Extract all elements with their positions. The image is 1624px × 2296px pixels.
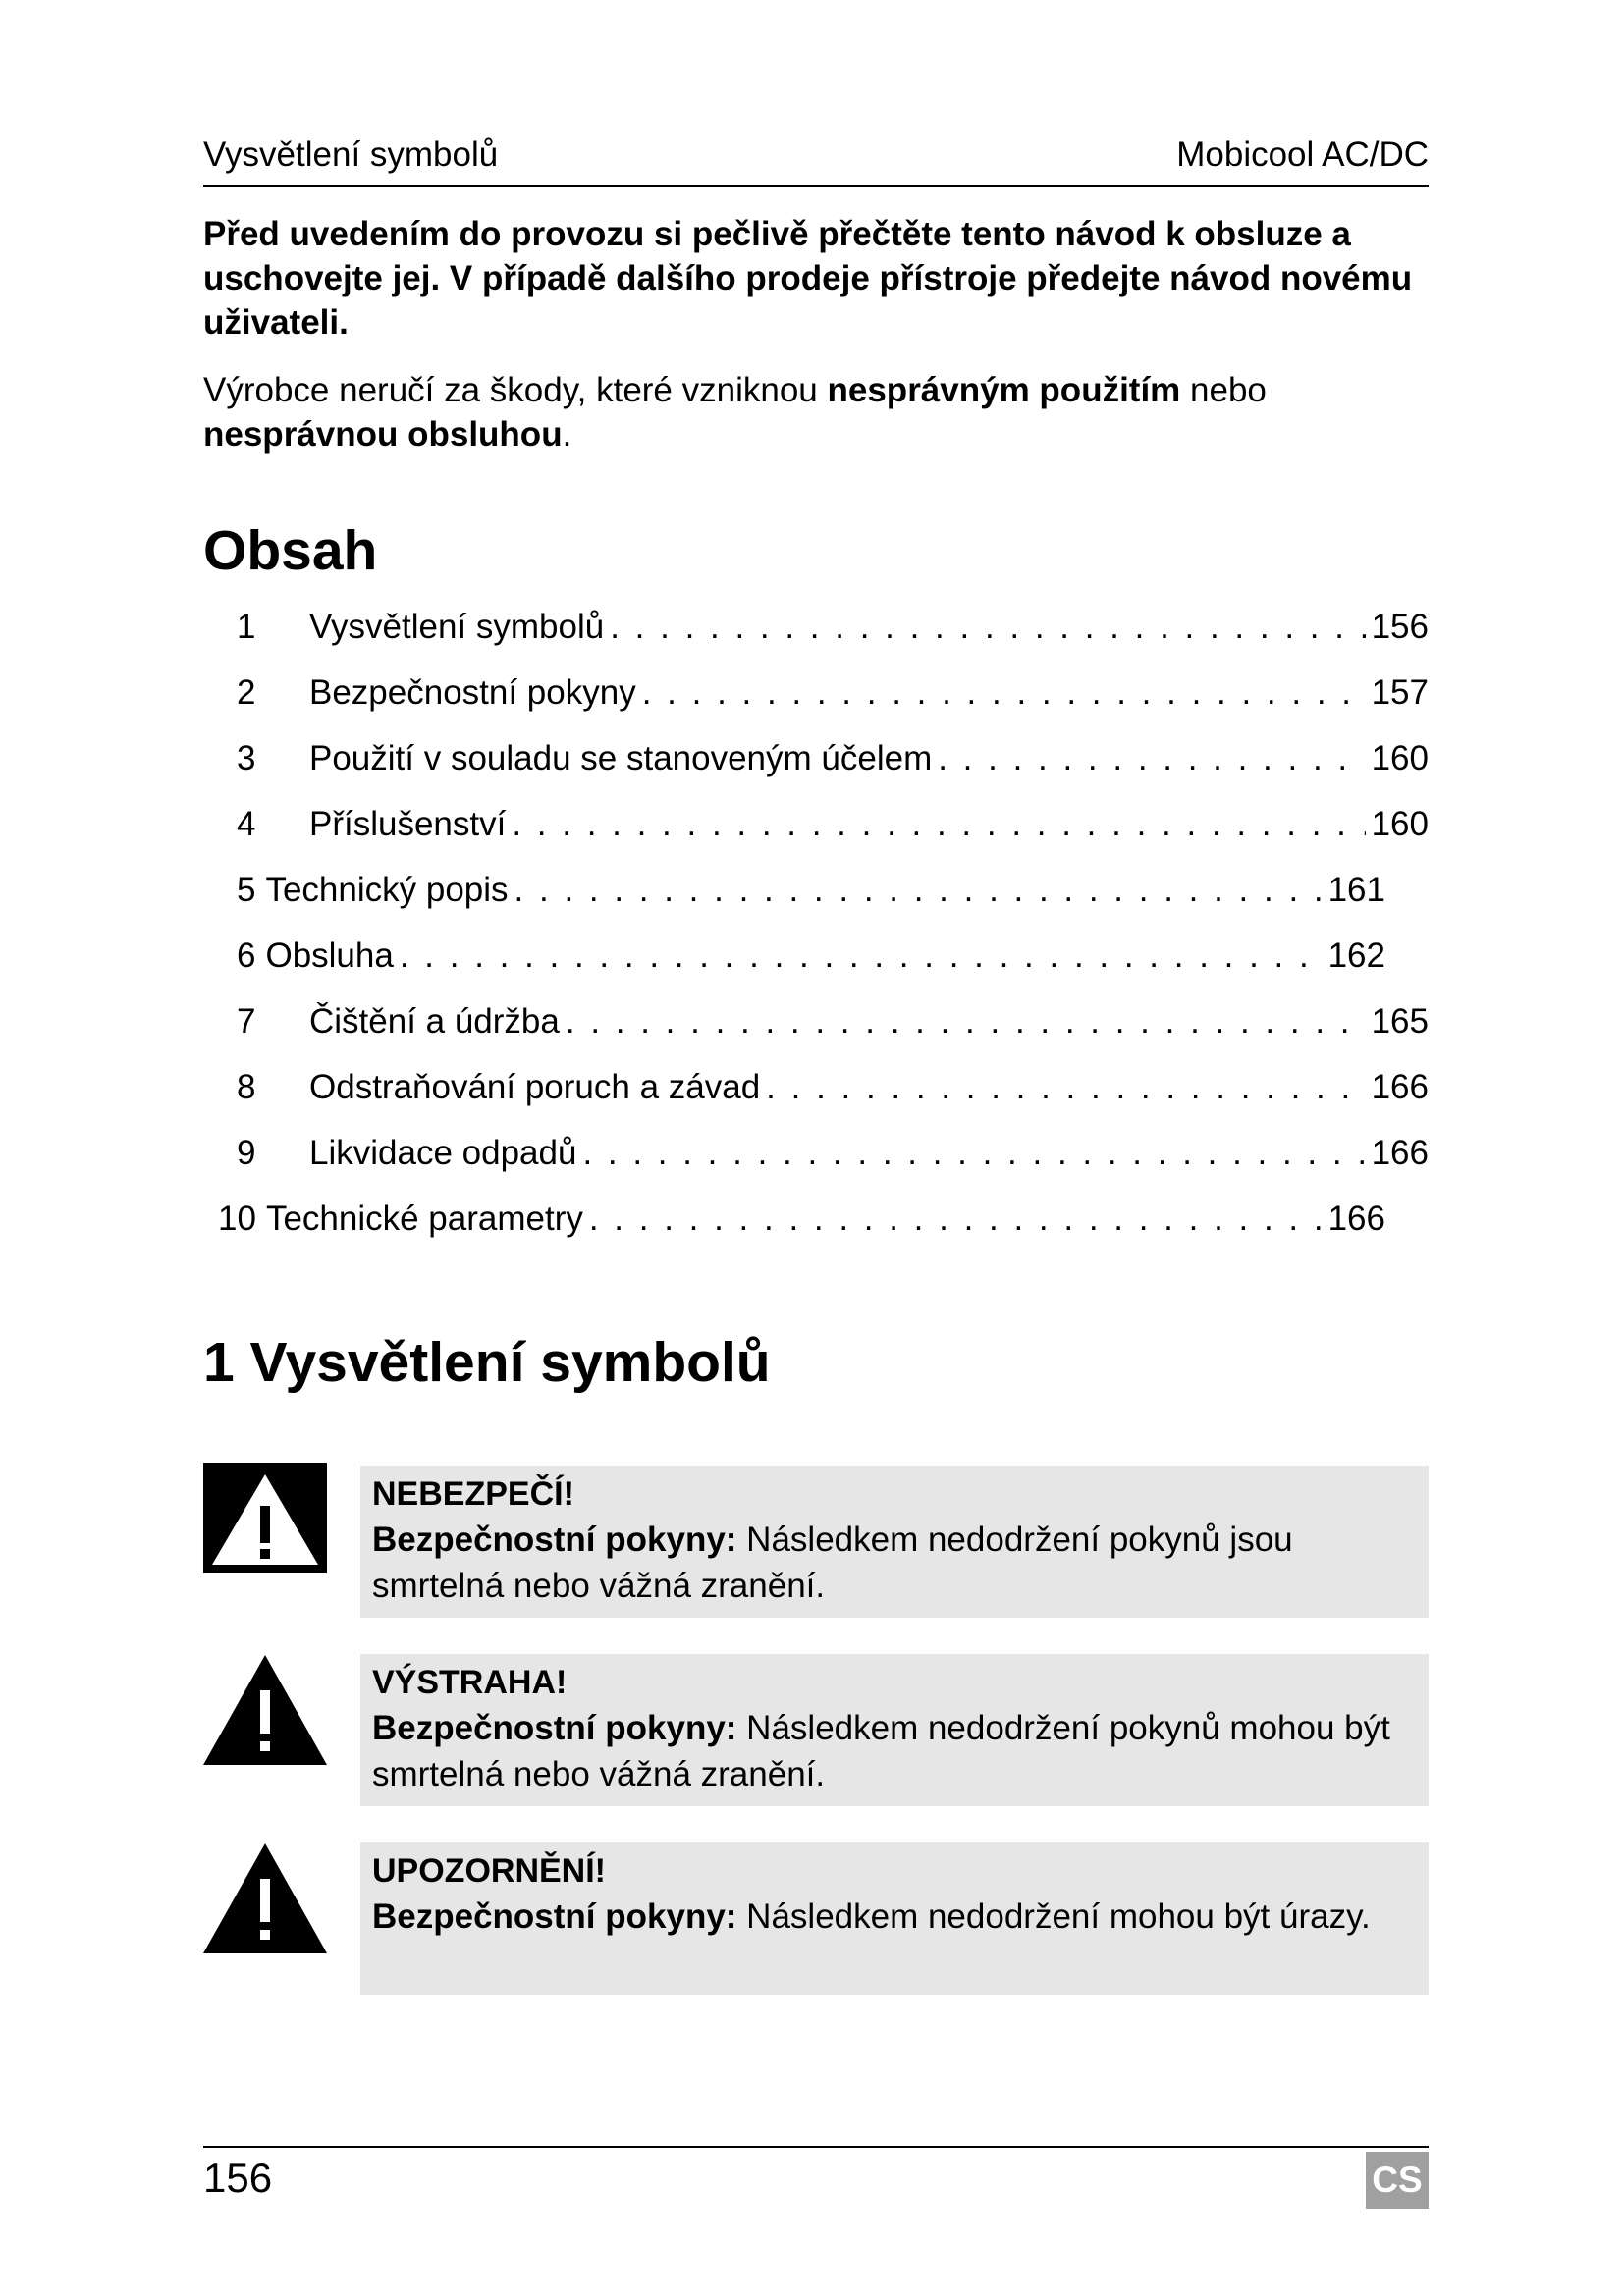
toc-entry-title: Likvidace odpadů [309,1134,577,1172]
liability-text-a: Výrobce neručí za škody, které vzniknou [203,371,828,409]
notice-title: NEBEZPEČÍ! [372,1475,574,1513]
notice-warning [360,1654,1429,1806]
footer-divider [203,2146,1429,2148]
page-number: 156 [203,2155,273,2201]
toc-entry-number: 1 [237,608,256,646]
toc-entry-page: 160 [1371,805,1429,843]
danger-warning-icon [203,1463,327,1573]
language-badge: CS [1366,2152,1429,2209]
toc-entry-title: Bezpečnostní pokyny [309,673,636,712]
toc-entry-title: Čištění a údržba [309,1002,560,1041]
toc-heading: Obsah [203,519,378,582]
toc-leader-dots [400,936,1323,976]
toc-entry[interactable] [237,936,1385,980]
toc-entry-number: 8 [237,1068,256,1106]
toc-entry[interactable] [237,673,1429,717]
notice-body [372,1517,1413,1609]
toc-entry-title: Odstraňování poruch a závad [309,1068,761,1106]
toc-entry-title: Technický popis [265,871,509,909]
toc-entry[interactable] [237,1068,1429,1111]
toc-entry-number: 2 [237,673,256,712]
toc-leader-dots [938,739,1365,778]
header-section-title: Vysvětlení symbolů [203,135,499,174]
toc-leader-dots [514,871,1323,910]
toc-entry[interactable] [218,1200,1385,1243]
toc-leader-dots [642,673,1366,713]
toc-leader-dots [766,1068,1365,1107]
toc-entry[interactable] [237,739,1429,782]
toc-leader-dots [582,1134,1365,1173]
toc-entry-page: 166 [1327,1200,1385,1238]
toc-entry-page: 166 [1371,1134,1429,1172]
toc-entry-number: 7 [237,1002,256,1041]
intro-warning-text: Před uvedením do provozu si pečlivě přečtěte tento návod k obsluze a uschovejte jej. V případě dalšího prodeje přístroje předejte návod novému uživateli. [203,215,1413,342]
toc-leader-dots [610,608,1365,647]
toc-entry-title: Technické parametry [265,1200,583,1238]
toc-entry-page: 165 [1371,1002,1429,1041]
notice-text: Následkem nedodržení pokynů mohou být smrtelná nebo vážná zranění. [372,1709,1390,1793]
notice-body [372,1705,1413,1797]
toc-entry-page: 156 [1371,608,1429,646]
notice-text: Následkem nedodržení mohou být úrazy. [736,1897,1371,1936]
toc-entry-title: Vysvětlení symbolů [309,608,605,646]
notice-label: Bezpečnostní pokyny: [372,1709,737,1747]
warning-icon [203,1655,327,1765]
notice-text: Následkem nedodržení pokynů jsou smrtelná nebo vážná zranění. [372,1521,1293,1605]
toc-entry[interactable] [237,608,1429,651]
notice-label: Bezpečnostní pokyny: [372,1521,737,1559]
toc-entry-title: Použití v souladu se stanoveným účelem [309,739,933,777]
toc-entry-number: 9 [237,1134,256,1172]
toc-entry-page: 157 [1371,673,1429,712]
section-heading: 1 Vysvětlení symbolů [203,1331,771,1394]
liability-emph-misuse: nesprávným použitím [827,371,1181,409]
toc-entry-number: 6 [237,936,256,975]
toc-entry-page: 162 [1327,936,1385,975]
toc-entry-number: 10 [218,1200,256,1238]
toc-entry-title: Příslušenství [309,805,507,843]
toc-entry-page: 161 [1327,871,1385,909]
toc-entry-title: Obsluha [265,936,394,975]
notice-label: Bezpečnostní pokyny: [372,1897,737,1936]
toc-entry-page: 166 [1371,1068,1429,1106]
liability-text-e: . [562,415,572,454]
toc-entry-number: 4 [237,805,256,843]
liability-text-c: nebo [1180,371,1267,409]
toc-entry[interactable] [237,1002,1429,1045]
caution-icon [203,1843,327,1953]
toc-entry[interactable] [237,871,1385,914]
notice-caution [360,1842,1429,1995]
toc-entry-number: 5 [237,871,256,909]
running-header [203,135,1429,187]
toc-entry[interactable] [237,805,1429,848]
toc-entry-number: 3 [237,739,256,777]
notice-body [372,1894,1413,1940]
notice-title: VÝSTRAHA! [372,1664,568,1701]
toc-entry[interactable] [237,1134,1429,1177]
liability-paragraph [203,368,1429,456]
toc-leader-dots [566,1002,1366,1041]
liability-emph-operation: nesprávnou obsluhou [203,415,563,454]
toc-leader-dots [589,1200,1323,1239]
toc-entry-page: 160 [1371,739,1429,777]
notice-title: UPOZORNĚNÍ! [372,1852,606,1890]
toc-leader-dots [512,805,1365,844]
notice-danger [360,1466,1429,1618]
header-product-name: Mobicool AC/DC [1176,135,1429,174]
